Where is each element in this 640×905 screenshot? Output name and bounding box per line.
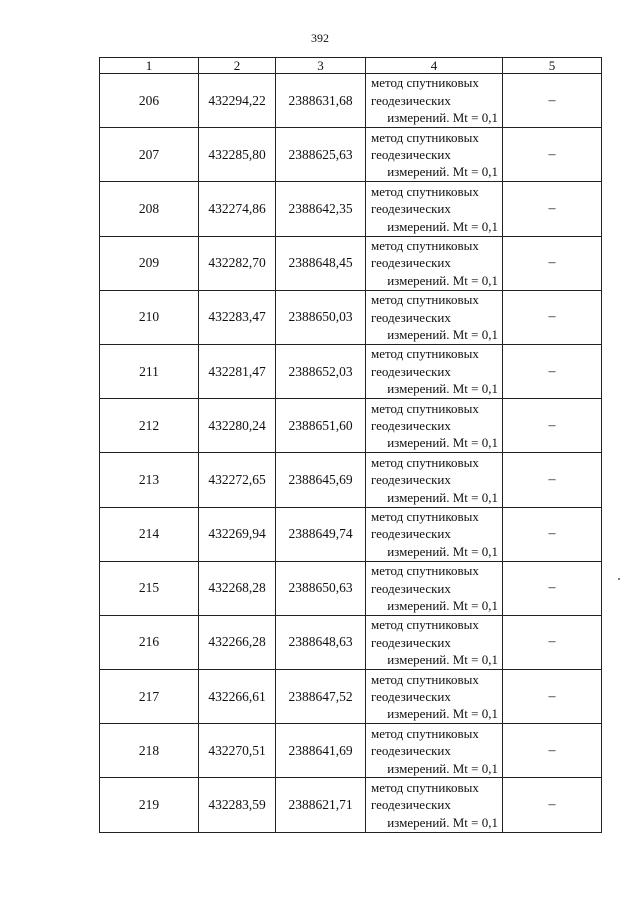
method-line-3: измерений. Mt = 0,1	[387, 543, 498, 559]
note-cell: –	[503, 74, 602, 128]
method-cell	[366, 724, 503, 778]
method-line-1: метод спутниковых	[371, 292, 479, 308]
table-row	[100, 507, 602, 561]
table-header	[100, 58, 602, 74]
method-line-1: метод спутниковых	[371, 671, 479, 687]
method-cell	[366, 128, 503, 182]
note-cell: –	[503, 561, 602, 615]
method-line-1: метод спутниковых	[371, 563, 479, 579]
method-line-2: геодезических	[371, 418, 451, 434]
point-number-cell: 219	[100, 778, 199, 832]
note-cell: –	[503, 724, 602, 778]
table-row	[100, 615, 602, 669]
method-line-1: метод спутниковых	[371, 725, 479, 741]
table-row	[100, 453, 602, 507]
table-row	[100, 74, 602, 128]
y-coordinate-cell: 2388645,69	[276, 453, 366, 507]
point-number-cell: 216	[100, 615, 199, 669]
point-number-cell: 210	[100, 290, 199, 344]
y-coordinate-cell: 2388621,71	[276, 778, 366, 832]
y-coordinate-cell: 2388648,45	[276, 236, 366, 290]
method-line-3: измерений. Mt = 0,1	[387, 110, 498, 126]
method-line-3: измерений. Mt = 0,1	[387, 597, 498, 613]
coordinates-table	[99, 57, 602, 833]
method-cell	[366, 670, 503, 724]
x-coordinate-cell: 432283,47	[199, 290, 276, 344]
point-number-cell: 218	[100, 724, 199, 778]
scan-speck	[618, 578, 620, 580]
y-coordinate-cell: 2388650,03	[276, 290, 366, 344]
method-line-3: измерений. Mt = 0,1	[387, 164, 498, 180]
method-cell	[366, 561, 503, 615]
method-line-1: метод спутниковых	[371, 400, 479, 416]
header-col-2: 2	[199, 58, 276, 74]
method-line-2: геодезических	[371, 92, 451, 108]
x-coordinate-cell: 432283,59	[199, 778, 276, 832]
table-row	[100, 344, 602, 398]
table-row	[100, 128, 602, 182]
method-line-2: геодезических	[371, 743, 451, 759]
point-number-cell: 207	[100, 128, 199, 182]
method-cell	[366, 74, 503, 128]
method-line-3: измерений. Mt = 0,1	[387, 706, 498, 722]
method-line-1: метод спутниковых	[371, 454, 479, 470]
method-cell	[366, 399, 503, 453]
y-coordinate-cell: 2388649,74	[276, 507, 366, 561]
x-coordinate-cell: 432280,24	[199, 399, 276, 453]
method-cell	[366, 290, 503, 344]
table-row	[100, 399, 602, 453]
y-coordinate-cell: 2388647,52	[276, 670, 366, 724]
note-cell: –	[503, 453, 602, 507]
x-coordinate-cell: 432281,47	[199, 344, 276, 398]
point-number-cell: 211	[100, 344, 199, 398]
x-coordinate-cell: 432274,86	[199, 182, 276, 236]
y-coordinate-cell: 2388651,60	[276, 399, 366, 453]
note-cell: –	[503, 778, 602, 832]
header-row	[100, 58, 602, 74]
y-coordinate-cell: 2388648,63	[276, 615, 366, 669]
method-line-1: метод спутниковых	[371, 183, 479, 199]
table-body	[100, 74, 602, 833]
method-line-3: измерений. Mt = 0,1	[387, 652, 498, 668]
note-cell: –	[503, 236, 602, 290]
method-line-2: геодезических	[371, 255, 451, 271]
note-cell: –	[503, 399, 602, 453]
point-number-cell: 217	[100, 670, 199, 724]
point-number-cell: 208	[100, 182, 199, 236]
point-number-cell: 215	[100, 561, 199, 615]
y-coordinate-cell: 2388650,63	[276, 561, 366, 615]
method-line-1: метод спутниковых	[371, 779, 479, 795]
method-line-3: измерений. Mt = 0,1	[387, 489, 498, 505]
header-col-1: 1	[100, 58, 199, 74]
method-cell	[366, 344, 503, 398]
point-number-cell: 214	[100, 507, 199, 561]
method-line-3: измерений. Mt = 0,1	[387, 435, 498, 451]
method-cell	[366, 236, 503, 290]
method-line-3: измерений. Mt = 0,1	[387, 381, 498, 397]
x-coordinate-cell: 432266,61	[199, 670, 276, 724]
method-line-3: измерений. Mt = 0,1	[387, 814, 498, 830]
y-coordinate-cell: 2388652,03	[276, 344, 366, 398]
table-row	[100, 561, 602, 615]
method-line-3: измерений. Mt = 0,1	[387, 272, 498, 288]
method-line-1: метод спутниковых	[371, 129, 479, 145]
method-line-2: геодезических	[371, 201, 451, 217]
point-number-cell: 206	[100, 74, 199, 128]
table-row	[100, 724, 602, 778]
note-cell: –	[503, 670, 602, 724]
x-coordinate-cell: 432294,22	[199, 74, 276, 128]
y-coordinate-cell: 2388625,63	[276, 128, 366, 182]
method-line-2: геодезических	[371, 634, 451, 650]
y-coordinate-cell: 2388642,35	[276, 182, 366, 236]
method-cell	[366, 507, 503, 561]
table-row	[100, 182, 602, 236]
x-coordinate-cell: 432270,51	[199, 724, 276, 778]
x-coordinate-cell: 432272,65	[199, 453, 276, 507]
method-line-2: геодезических	[371, 309, 451, 325]
point-number-cell: 212	[100, 399, 199, 453]
method-line-1: метод спутниковых	[371, 508, 479, 524]
note-cell: –	[503, 615, 602, 669]
method-line-1: метод спутниковых	[371, 617, 479, 633]
note-cell: –	[503, 128, 602, 182]
x-coordinate-cell: 432285,80	[199, 128, 276, 182]
method-line-2: геодезических	[371, 797, 451, 813]
method-cell	[366, 615, 503, 669]
method-line-3: измерений. Mt = 0,1	[387, 218, 498, 234]
y-coordinate-cell: 2388641,69	[276, 724, 366, 778]
method-line-2: геодезических	[371, 363, 451, 379]
y-coordinate-cell: 2388631,68	[276, 74, 366, 128]
method-line-2: геодезических	[371, 580, 451, 596]
x-coordinate-cell: 432268,28	[199, 561, 276, 615]
method-line-1: метод спутниковых	[371, 346, 479, 362]
page-number: 392	[311, 31, 329, 45]
note-cell: –	[503, 344, 602, 398]
method-line-2: геодезических	[371, 147, 451, 163]
point-number-cell: 209	[100, 236, 199, 290]
method-line-3: измерений. Mt = 0,1	[387, 327, 498, 343]
method-cell	[366, 182, 503, 236]
method-cell	[366, 453, 503, 507]
table-row	[100, 778, 602, 832]
method-line-2: геодезических	[371, 688, 451, 704]
header-col-3: 3	[276, 58, 366, 74]
method-line-2: геодезических	[371, 472, 451, 488]
table-row	[100, 290, 602, 344]
method-line-1: метод спутниковых	[371, 75, 479, 91]
x-coordinate-cell: 432282,70	[199, 236, 276, 290]
point-number-cell: 213	[100, 453, 199, 507]
table-row	[100, 670, 602, 724]
method-cell	[366, 778, 503, 832]
note-cell: –	[503, 182, 602, 236]
x-coordinate-cell: 432269,94	[199, 507, 276, 561]
table-row	[100, 236, 602, 290]
header-col-5: 5	[503, 58, 602, 74]
method-line-1: метод спутниковых	[371, 238, 479, 254]
note-cell: –	[503, 507, 602, 561]
note-cell: –	[503, 290, 602, 344]
x-coordinate-cell: 432266,28	[199, 615, 276, 669]
method-line-3: измерений. Mt = 0,1	[387, 760, 498, 776]
method-line-2: геодезических	[371, 526, 451, 542]
header-col-4: 4	[366, 58, 503, 74]
